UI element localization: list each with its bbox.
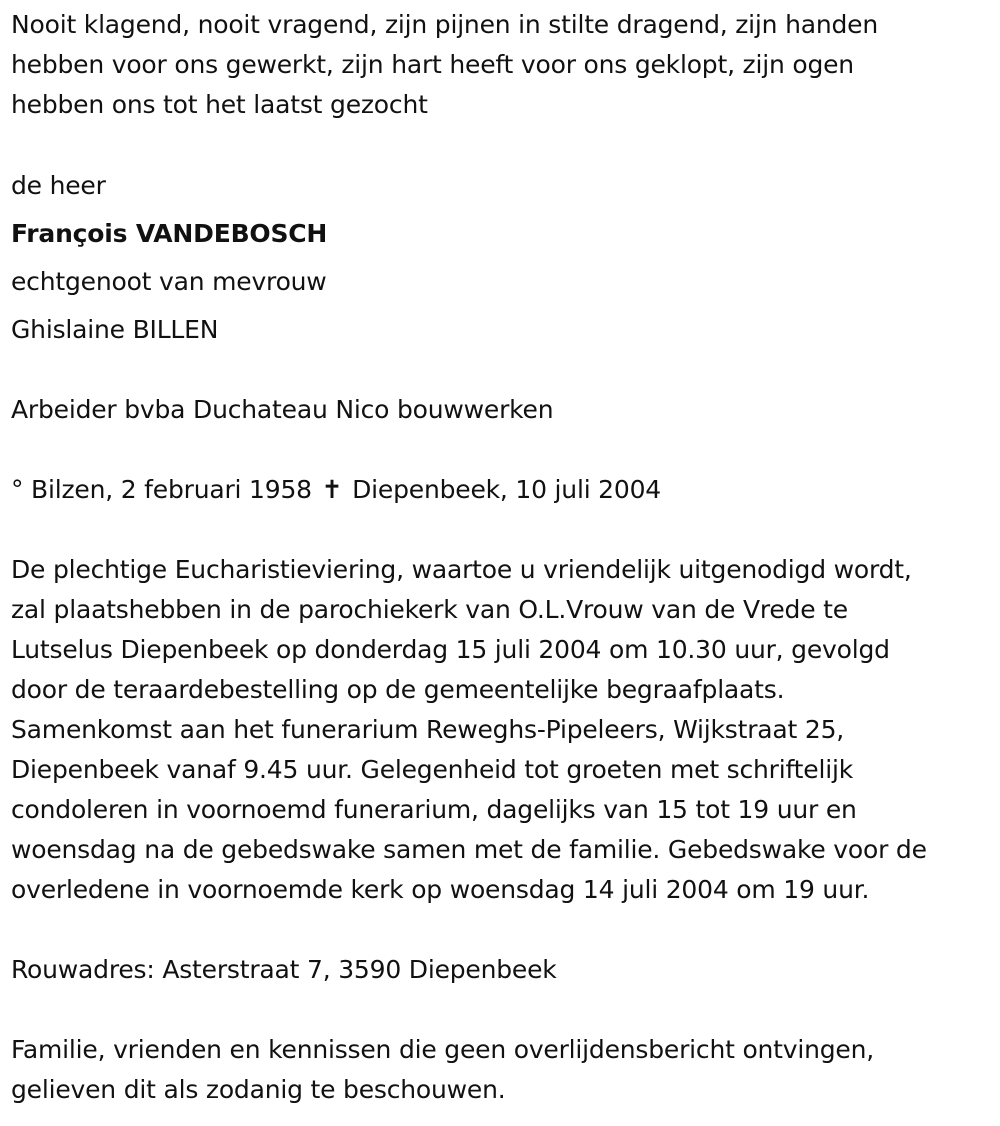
death-date: Diepenbeek, 10 juli 2004: [352, 475, 662, 504]
birth-date: ° Bilzen, 2 februari 1958: [11, 475, 312, 504]
mourning-address: Rouwadres: Asterstraat 7, 3590 Diepenbeek: [11, 955, 557, 984]
salutation: de heer: [11, 171, 106, 200]
spouse-name: Ghislaine BILLEN: [11, 315, 219, 344]
cross-icon: ✝: [321, 475, 343, 504]
deceased-name: François VANDEBOSCH: [11, 219, 328, 248]
memorial-poem: Nooit klagend, nooit vragend, zijn pijnen in stilte dragend, zijn handen hebben voor ons gewerkt, zijn hart heeft voor ons geklopt, zijn ogen hebben ons tot het laatst gezocht: [11, 10, 878, 119]
occupation: Arbeider bvba Duchateau Nico bouwwerken: [11, 395, 554, 424]
spouse-relation: echtgenoot van mevrouw: [11, 267, 327, 296]
notice: Familie, vrienden en kennissen die geen overlijdensbericht ontvingen, gelieven dit als zodanig te beschouwen.: [11, 1035, 875, 1104]
ceremony-details: De plechtige Eucharistieviering, waartoe u vriendelijk uitgenodigd wordt, zal plaatshebben in de parochiekerk van O.L.Vrouw van de Vrede te Lutselus Diepenbeek op donderdag 15 juli 2004 om 10.30 uur, gevolgd door de teraardebestelling op de gemeentelijke begraafplaats. Samenkomst aan het funerarium Reweghs-Pipeleers, Wijkstraat 25, Diepenbeek vanaf 9.45 uur. Gelegenheid tot groeten met schriftelijk condoleren in voornoemd funerarium, dagelijks van 15 tot 19 uur en woensdag na de gebedswake samen met de familie. Gebedswake voor de overledene in voornoemde kerk op woensdag 14 juli 2004 om 19 uur.: [11, 555, 927, 904]
life-dates: [11, 470, 996, 510]
